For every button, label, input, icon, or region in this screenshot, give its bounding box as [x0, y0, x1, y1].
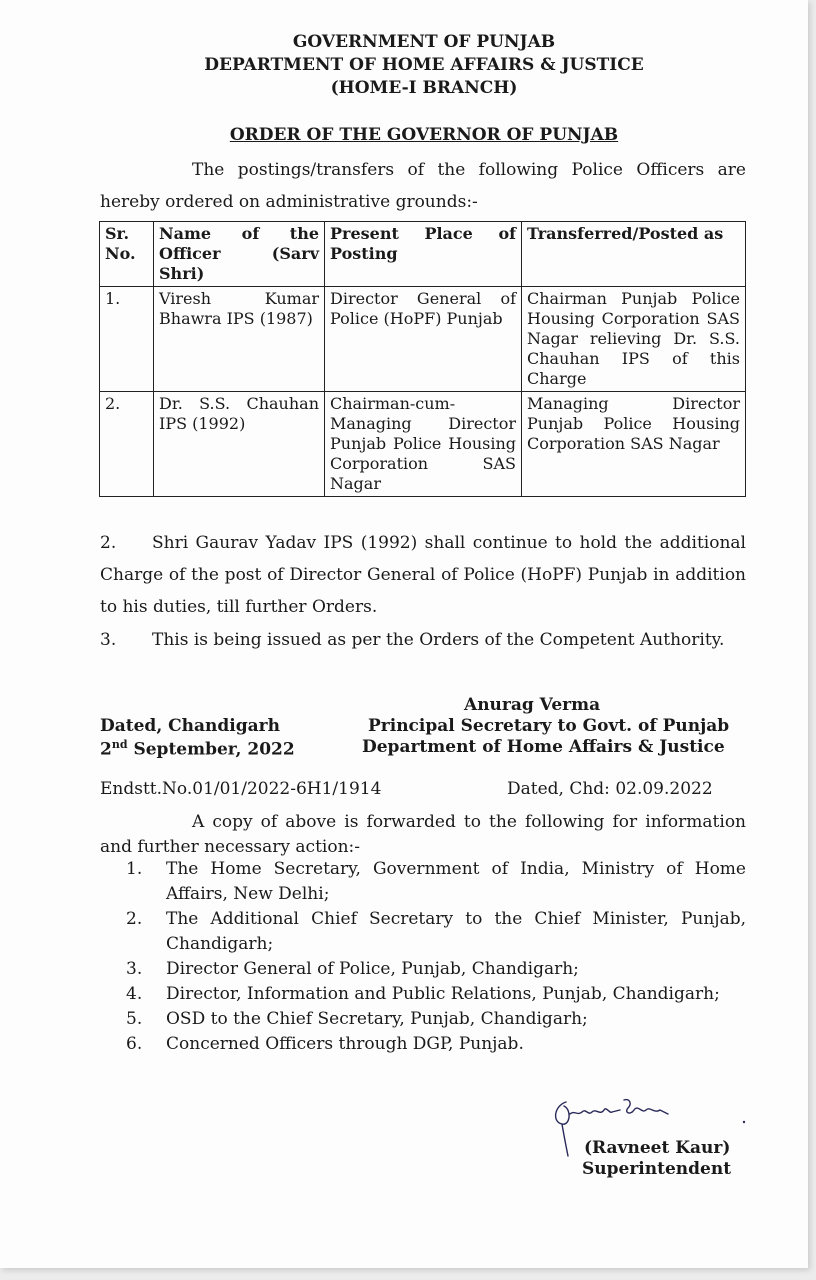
paragraph-2-text: Shri Gaurav Yadav IPS (1992) shall continue to hold the additional Charge of the post of Director General of Police (HoPF) Punjab in addition to his duties, till further Orders.: [100, 533, 746, 617]
row-sr: 2.: [100, 392, 154, 497]
endorsement-number: Endstt.No.01/01/2022-6H1/1914: [100, 779, 382, 799]
row-transferred-as: Chairman Punjab Police Housing Corporation SAS Nagar relieving Dr. S.S. Chauhan IPS of this Charge: [522, 287, 746, 392]
endorsement-date: Dated, Chd: 02.09.2022: [507, 779, 713, 799]
intro-text: The postings/transfers of the following Police Officers are hereby ordered on administrative grounds:-: [100, 160, 746, 212]
superintendent-designation: Superintendent: [582, 1159, 732, 1179]
table-row: [100, 392, 746, 497]
signatory-name: Anurag Verma: [464, 695, 601, 715]
header-department: DEPARTMENT OF HOME AFFAIRS & JUSTICE: [204, 55, 644, 75]
list-item: 4. Director, Information and Public Relations, Punjab, Chandigarh;: [126, 984, 720, 1004]
signatory-department: Department of Home Affairs & Justice: [362, 737, 725, 757]
superintendent-name: (Ravneet Kaur): [584, 1138, 731, 1158]
list-item: 2. The Additional Chief Secretary to the Chief Minister, Punjab, Chandigarh;: [126, 909, 746, 954]
copy-list: [126, 857, 746, 1057]
table-header-row: [100, 222, 746, 287]
table-row: [100, 287, 746, 392]
header-government: GOVERNMENT OF PUNJAB: [292, 32, 556, 52]
paragraph-2-number: 2.: [100, 533, 117, 553]
row-present-posting: Chairman-cum-Managing Director Punjab Police Housing Corporation SAS Nagar: [325, 392, 522, 497]
header-branch: (HOME-I BRANCH): [330, 78, 518, 98]
signatory-designation: Principal Secretary to Govt. of Punjab: [368, 716, 730, 736]
list-item: 3. Director General of Police, Punjab, Chandigarh;: [126, 959, 579, 979]
forward-paragraph: [100, 810, 746, 860]
header-transferred-as: Transferred/Posted as: [522, 222, 746, 287]
paragraph-3: [100, 624, 746, 656]
paragraph-2: [100, 527, 746, 623]
order-title: ORDER OF THE GOVERNOR OF PUNJAB: [229, 125, 619, 145]
forward-text: A copy of above is forwarded to the following for information and further necessary action:-: [100, 812, 746, 857]
row-present-posting: Director General of Police (HoPF) Punjab: [325, 287, 522, 392]
paragraph-3-text: This is being issued as per the Orders of the Competent Authority.: [152, 630, 725, 650]
intro-paragraph: [100, 154, 746, 218]
row-transferred-as: Managing Director Punjab Police Housing Corporation SAS Nagar: [522, 392, 746, 497]
list-item: 6. Concerned Officers through DGP, Punjab.: [126, 1034, 524, 1054]
header-officer-name: Name of the Officer (Sarv Shri): [154, 222, 325, 287]
row-sr: 1.: [100, 287, 154, 392]
row-officer-name: Dr. S.S. Chauhan IPS (1992): [154, 392, 325, 497]
dated-place: Dated, Chandigarh: [100, 716, 280, 736]
dated-date: 2nd September, 2022: [100, 738, 295, 760]
row-officer-name: Viresh Kumar Bhawra IPS (1987): [154, 287, 325, 392]
postings-table: [99, 221, 746, 497]
list-item: 5. OSD to the Chief Secretary, Punjab, Chandigarh;: [126, 1009, 588, 1029]
paragraph-3-number: 3.: [100, 630, 117, 650]
header-sr-no: Sr. No.: [100, 222, 154, 287]
header-present-posting: Present Place of Posting: [325, 222, 522, 287]
list-item: 1. The Home Secretary, Government of India, Ministry of Home Affairs, New Delhi;: [126, 859, 746, 904]
